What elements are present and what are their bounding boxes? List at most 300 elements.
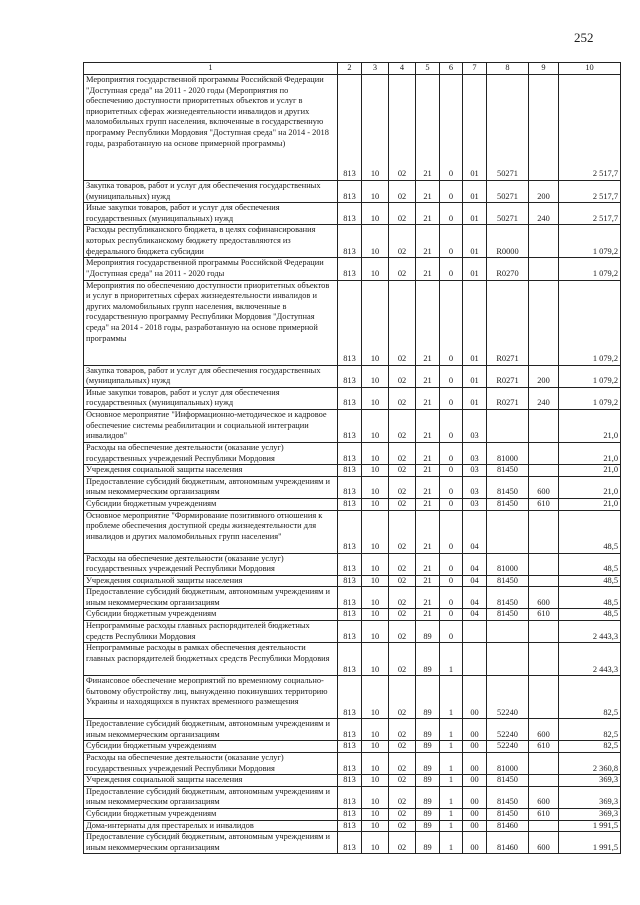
name-cell: Предоставление субсидий бюджетным, автономным учреждениям и иным некоммерческим организациям (84, 719, 338, 741)
name-cell: Субсидии бюджетным учреждениям (84, 809, 338, 821)
subprogram-cell: 1 (440, 786, 463, 808)
program-cell: 89 (416, 621, 440, 643)
activity-cell: 00 (463, 676, 487, 719)
activity-cell: 00 (463, 719, 487, 741)
table-row (84, 553, 621, 575)
amount-cell: 2 517,7 (559, 181, 621, 203)
table-row (84, 643, 621, 676)
name-cell: Основное мероприятие "Формирование позитивного отношения к проблеме обеспечения доступной среды жизнедеятельности для инвалидов и других маломобильных групп населения" (84, 510, 338, 553)
program-cell: 21 (416, 587, 440, 609)
name-cell: Расходы на обеспечение деятельности (оказание услуг) государственных учреждений Республики Мордовия (84, 753, 338, 775)
admin-code-cell: 813 (338, 575, 362, 587)
amount-cell: 82,5 (559, 741, 621, 753)
direction-cell: 81000 (487, 753, 529, 775)
expense-type-cell (529, 575, 559, 587)
amount-cell: 82,5 (559, 719, 621, 741)
amount-cell: 48,5 (559, 510, 621, 553)
header-cell: 7 (463, 63, 487, 75)
activity-cell: 01 (463, 280, 487, 365)
admin-code-cell: 813 (338, 510, 362, 553)
direction-cell (487, 621, 529, 643)
section-cell: 10 (362, 225, 389, 258)
expense-type-cell (529, 465, 559, 477)
direction-cell: 81460 (487, 820, 529, 832)
amount-cell: 1 991,5 (559, 820, 621, 832)
table-row (84, 575, 621, 587)
section-cell: 10 (362, 498, 389, 510)
subprogram-cell: 0 (440, 280, 463, 365)
program-cell: 21 (416, 387, 440, 409)
direction-cell: 52240 (487, 676, 529, 719)
subsection-cell: 02 (389, 498, 416, 510)
expense-type-cell (529, 621, 559, 643)
table-body (84, 75, 621, 854)
activity-cell: 04 (463, 575, 487, 587)
program-cell: 21 (416, 75, 440, 181)
table-row (84, 75, 621, 181)
header-cell: 9 (529, 63, 559, 75)
subprogram-cell: 0 (440, 442, 463, 464)
direction-cell: 81000 (487, 442, 529, 464)
table-row (84, 203, 621, 225)
direction-cell: R0271 (487, 387, 529, 409)
activity-cell (463, 621, 487, 643)
subsection-cell: 02 (389, 753, 416, 775)
direction-cell: 81450 (487, 609, 529, 621)
section-cell: 10 (362, 510, 389, 553)
program-cell: 21 (416, 203, 440, 225)
table-row (84, 676, 621, 719)
subsection-cell: 02 (389, 786, 416, 808)
expense-type-cell (529, 676, 559, 719)
subprogram-cell: 0 (440, 587, 463, 609)
amount-cell: 2 443,3 (559, 621, 621, 643)
program-cell: 89 (416, 676, 440, 719)
expense-type-cell: 600 (529, 587, 559, 609)
table-row (84, 753, 621, 775)
section-cell: 10 (362, 820, 389, 832)
direction-cell: R0270 (487, 258, 529, 280)
name-cell: Предоставление субсидий бюджетным, автономным учреждениям и иным некоммерческим организациям (84, 786, 338, 808)
activity-cell: 00 (463, 741, 487, 753)
amount-cell: 1 991,5 (559, 832, 621, 854)
program-cell: 89 (416, 832, 440, 854)
subprogram-cell: 0 (440, 575, 463, 587)
table-row (84, 609, 621, 621)
table-row (84, 510, 621, 553)
subprogram-cell: 1 (440, 676, 463, 719)
amount-cell: 21,0 (559, 442, 621, 464)
section-cell: 10 (362, 719, 389, 741)
section-cell: 10 (362, 621, 389, 643)
subprogram-cell: 0 (440, 258, 463, 280)
section-cell: 10 (362, 676, 389, 719)
admin-code-cell: 813 (338, 643, 362, 676)
direction-cell: 50271 (487, 181, 529, 203)
program-cell: 21 (416, 476, 440, 498)
subsection-cell: 02 (389, 832, 416, 854)
expense-type-cell (529, 225, 559, 258)
activity-cell: 04 (463, 553, 487, 575)
amount-cell: 48,5 (559, 553, 621, 575)
activity-cell: 03 (463, 409, 487, 442)
program-cell: 89 (416, 753, 440, 775)
section-cell: 10 (362, 442, 389, 464)
section-cell: 10 (362, 280, 389, 365)
section-cell: 10 (362, 476, 389, 498)
expense-type-cell (529, 409, 559, 442)
name-cell: Субсидии бюджетным учреждениям (84, 498, 338, 510)
amount-cell: 48,5 (559, 587, 621, 609)
admin-code-cell: 813 (338, 786, 362, 808)
name-cell: Дома-интернаты для престарелых и инвалидов (84, 820, 338, 832)
table-row (84, 786, 621, 808)
subprogram-cell: 0 (440, 498, 463, 510)
section-cell: 10 (362, 587, 389, 609)
activity-cell: 01 (463, 258, 487, 280)
section-cell: 10 (362, 609, 389, 621)
amount-cell: 369,3 (559, 809, 621, 821)
table-row (84, 832, 621, 854)
admin-code-cell: 813 (338, 203, 362, 225)
activity-cell: 01 (463, 203, 487, 225)
direction-cell (487, 409, 529, 442)
subprogram-cell: 1 (440, 809, 463, 821)
section-cell: 10 (362, 832, 389, 854)
admin-code-cell: 813 (338, 741, 362, 753)
direction-cell: 81000 (487, 553, 529, 575)
program-cell: 89 (416, 643, 440, 676)
program-cell: 21 (416, 575, 440, 587)
amount-cell: 1 079,2 (559, 225, 621, 258)
program-cell: 89 (416, 809, 440, 821)
direction-cell: 81460 (487, 832, 529, 854)
section-cell: 10 (362, 741, 389, 753)
activity-cell: 00 (463, 809, 487, 821)
admin-code-cell: 813 (338, 753, 362, 775)
section-cell: 10 (362, 387, 389, 409)
activity-cell: 00 (463, 775, 487, 787)
subsection-cell: 02 (389, 621, 416, 643)
activity-cell: 01 (463, 225, 487, 258)
admin-code-cell: 813 (338, 476, 362, 498)
direction-cell: 81450 (487, 465, 529, 477)
amount-cell: 1 079,2 (559, 365, 621, 387)
admin-code-cell: 813 (338, 365, 362, 387)
activity-cell (463, 643, 487, 676)
program-cell: 21 (416, 553, 440, 575)
table-row (84, 719, 621, 741)
admin-code-cell: 813 (338, 225, 362, 258)
name-cell: Основное мероприятие "Информационно-методическое и кадровое обеспечение системы реабилитации и социальной интеграции инвалидов" (84, 409, 338, 442)
direction-cell: 52240 (487, 719, 529, 741)
amount-cell: 21,0 (559, 476, 621, 498)
subprogram-cell: 1 (440, 719, 463, 741)
expense-type-cell (529, 510, 559, 553)
amount-cell: 1 079,2 (559, 258, 621, 280)
admin-code-cell: 813 (338, 719, 362, 741)
subprogram-cell: 0 (440, 465, 463, 477)
admin-code-cell: 813 (338, 553, 362, 575)
amount-cell: 2 517,7 (559, 75, 621, 181)
subsection-cell: 02 (389, 203, 416, 225)
section-cell: 10 (362, 465, 389, 477)
header-cell: 2 (338, 63, 362, 75)
subprogram-cell: 1 (440, 832, 463, 854)
subprogram-cell: 1 (440, 753, 463, 775)
subprogram-cell: 0 (440, 476, 463, 498)
section-cell: 10 (362, 258, 389, 280)
subsection-cell: 02 (389, 181, 416, 203)
section-cell: 10 (362, 643, 389, 676)
admin-code-cell: 813 (338, 498, 362, 510)
expense-type-cell (529, 775, 559, 787)
amount-cell: 21,0 (559, 465, 621, 477)
table-row (84, 498, 621, 510)
header-cell: 5 (416, 63, 440, 75)
name-cell: Субсидии бюджетным учреждениям (84, 609, 338, 621)
amount-cell: 1 079,2 (559, 280, 621, 365)
amount-cell: 2 517,7 (559, 203, 621, 225)
name-cell: Расходы на обеспечение деятельности (оказание услуг) государственных учреждений Республики Мордовия (84, 442, 338, 464)
amount-cell: 21,0 (559, 498, 621, 510)
subprogram-cell: 0 (440, 621, 463, 643)
program-cell: 89 (416, 786, 440, 808)
name-cell: Финансовое обеспечение мероприятий по временному социально-бытовому обустройству лиц, вынужденно покинувших территорию Украины и находящихся в пунктах временного размещения (84, 676, 338, 719)
expense-type-cell (529, 643, 559, 676)
admin-code-cell: 813 (338, 75, 362, 181)
name-cell: Субсидии бюджетным учреждениям (84, 741, 338, 753)
program-cell: 89 (416, 775, 440, 787)
activity-cell: 03 (463, 498, 487, 510)
table-row (84, 387, 621, 409)
section-cell: 10 (362, 786, 389, 808)
program-cell: 21 (416, 365, 440, 387)
subsection-cell: 02 (389, 775, 416, 787)
table-row (84, 280, 621, 365)
direction-cell: 81450 (487, 587, 529, 609)
program-cell: 21 (416, 510, 440, 553)
budget-table (83, 62, 621, 854)
header-cell: 10 (559, 63, 621, 75)
program-cell: 21 (416, 465, 440, 477)
header-cell: 1 (84, 63, 338, 75)
direction-cell: 81450 (487, 575, 529, 587)
activity-cell: 01 (463, 75, 487, 181)
amount-cell: 2 443,3 (559, 643, 621, 676)
subsection-cell: 02 (389, 258, 416, 280)
subprogram-cell: 1 (440, 820, 463, 832)
subsection-cell: 02 (389, 719, 416, 741)
subprogram-cell: 1 (440, 775, 463, 787)
expense-type-cell: 610 (529, 609, 559, 621)
section-cell: 10 (362, 575, 389, 587)
activity-cell: 00 (463, 832, 487, 854)
table-row (84, 820, 621, 832)
section-cell: 10 (362, 553, 389, 575)
direction-cell: 50271 (487, 203, 529, 225)
direction-cell: 50271 (487, 75, 529, 181)
expense-type-cell: 200 (529, 365, 559, 387)
subsection-cell: 02 (389, 575, 416, 587)
subsection-cell: 02 (389, 225, 416, 258)
name-cell: Непрограммные расходы главных распорядителей бюджетных средств Республики Мордовия (84, 621, 338, 643)
table-row (84, 741, 621, 753)
admin-code-cell: 813 (338, 676, 362, 719)
subprogram-cell: 0 (440, 609, 463, 621)
subsection-cell: 02 (389, 365, 416, 387)
subprogram-cell: 0 (440, 553, 463, 575)
table-row (84, 809, 621, 821)
subprogram-cell: 1 (440, 741, 463, 753)
expense-type-cell (529, 280, 559, 365)
header-cell: 6 (440, 63, 463, 75)
admin-code-cell: 813 (338, 587, 362, 609)
name-cell: Мероприятия государственной программы Российской Федерации "Доступная среда" на 2011 - 2020 годы (84, 258, 338, 280)
program-cell: 21 (416, 409, 440, 442)
expense-type-cell: 600 (529, 786, 559, 808)
name-cell: Учреждения социальной защиты населения (84, 575, 338, 587)
direction-cell (487, 510, 529, 553)
header-cell: 4 (389, 63, 416, 75)
program-cell: 89 (416, 719, 440, 741)
amount-cell: 1 079,2 (559, 387, 621, 409)
direction-cell: R0271 (487, 365, 529, 387)
name-cell: Закупка товаров, работ и услуг для обеспечения государственных (муниципальных) нужд (84, 365, 338, 387)
table-row (84, 409, 621, 442)
subsection-cell: 02 (389, 476, 416, 498)
table-row (84, 775, 621, 787)
admin-code-cell: 813 (338, 621, 362, 643)
expense-type-cell (529, 258, 559, 280)
name-cell: Предоставление субсидий бюджетным, автономным учреждениям и иным некоммерческим организациям (84, 587, 338, 609)
expense-type-cell (529, 753, 559, 775)
expense-type-cell: 240 (529, 203, 559, 225)
expense-type-cell: 610 (529, 498, 559, 510)
expense-type-cell: 600 (529, 476, 559, 498)
subsection-cell: 02 (389, 820, 416, 832)
subprogram-cell: 0 (440, 409, 463, 442)
expense-type-cell: 240 (529, 387, 559, 409)
subsection-cell: 02 (389, 280, 416, 365)
header-cell: 8 (487, 63, 529, 75)
admin-code-cell: 813 (338, 820, 362, 832)
table-row (84, 621, 621, 643)
direction-cell: 81450 (487, 498, 529, 510)
admin-code-cell: 813 (338, 609, 362, 621)
table-row (84, 181, 621, 203)
direction-cell: R0271 (487, 280, 529, 365)
subsection-cell: 02 (389, 676, 416, 719)
subprogram-cell: 0 (440, 75, 463, 181)
amount-cell: 82,5 (559, 676, 621, 719)
expense-type-cell (529, 442, 559, 464)
program-cell: 21 (416, 498, 440, 510)
direction-cell (487, 643, 529, 676)
activity-cell: 03 (463, 476, 487, 498)
table-row (84, 225, 621, 258)
subprogram-cell: 0 (440, 225, 463, 258)
subsection-cell: 02 (389, 465, 416, 477)
direction-cell: R0000 (487, 225, 529, 258)
amount-cell: 2 360,8 (559, 753, 621, 775)
amount-cell: 369,3 (559, 775, 621, 787)
expense-type-cell: 600 (529, 719, 559, 741)
direction-cell: 81450 (487, 775, 529, 787)
subsection-cell: 02 (389, 553, 416, 575)
program-cell: 21 (416, 442, 440, 464)
table-row (84, 476, 621, 498)
name-cell: Мероприятия государственной программы Российской Федерации "Доступная среда" на 2011 - 2020 годы (Мероприятия по обеспечению доступности приоритетных объектов и услуг в приоритетных сферах жизнедеятельности инвалидов и других маломобильных групп населения, включенные в государственную программу Республики Мордовия "Доступная среда" на 2014 - 2018 годы, разработанную на основе примерной программы) (84, 75, 338, 181)
admin-code-cell: 813 (338, 442, 362, 464)
table-row (84, 258, 621, 280)
admin-code-cell: 813 (338, 280, 362, 365)
activity-cell: 01 (463, 365, 487, 387)
subprogram-cell: 1 (440, 643, 463, 676)
section-cell: 10 (362, 409, 389, 442)
activity-cell: 04 (463, 609, 487, 621)
name-cell: Учреждения социальной защиты населения (84, 465, 338, 477)
expense-type-cell (529, 553, 559, 575)
name-cell: Расходы республиканского бюджета, в целях софинансирования которых республиканскому бюджету предоставляются из федерального бюджета субсидии (84, 225, 338, 258)
program-cell: 21 (416, 258, 440, 280)
table-row (84, 587, 621, 609)
section-cell: 10 (362, 775, 389, 787)
admin-code-cell: 813 (338, 832, 362, 854)
subprogram-cell: 0 (440, 181, 463, 203)
activity-cell: 03 (463, 465, 487, 477)
activity-cell: 00 (463, 786, 487, 808)
admin-code-cell: 813 (338, 465, 362, 477)
program-cell: 21 (416, 280, 440, 365)
program-cell: 89 (416, 820, 440, 832)
subprogram-cell: 0 (440, 510, 463, 553)
name-cell: Учреждения социальной защиты населения (84, 775, 338, 787)
program-cell: 21 (416, 609, 440, 621)
table-row (84, 465, 621, 477)
subprogram-cell: 0 (440, 203, 463, 225)
program-cell: 89 (416, 741, 440, 753)
expense-type-cell (529, 75, 559, 181)
activity-cell: 01 (463, 387, 487, 409)
subprogram-cell: 0 (440, 365, 463, 387)
program-cell: 21 (416, 181, 440, 203)
subsection-cell: 02 (389, 510, 416, 553)
section-cell: 10 (362, 75, 389, 181)
name-cell: Иные закупки товаров, работ и услуг для обеспечения государственных (муниципальных) нужд (84, 387, 338, 409)
name-cell: Непрограммные расходы в рамках обеспечения деятельности главных распорядителей бюджетных средств Республики Мордовия (84, 643, 338, 676)
section-cell: 10 (362, 365, 389, 387)
expense-type-cell: 600 (529, 832, 559, 854)
subsection-cell: 02 (389, 442, 416, 464)
section-cell: 10 (362, 753, 389, 775)
subsection-cell: 02 (389, 409, 416, 442)
program-cell: 21 (416, 225, 440, 258)
section-cell: 10 (362, 203, 389, 225)
table-header-row (84, 63, 621, 75)
subsection-cell: 02 (389, 75, 416, 181)
activity-cell: 00 (463, 820, 487, 832)
subsection-cell: 02 (389, 643, 416, 676)
expense-type-cell (529, 820, 559, 832)
name-cell: Расходы на обеспечение деятельности (оказание услуг) государственных учреждений Республики Мордовия (84, 553, 338, 575)
expense-type-cell: 200 (529, 181, 559, 203)
section-cell: 10 (362, 809, 389, 821)
subprogram-cell: 0 (440, 387, 463, 409)
name-cell: Предоставление субсидий бюджетным, автономным учреждениям и иным некоммерческим организациям (84, 476, 338, 498)
subsection-cell: 02 (389, 587, 416, 609)
admin-code-cell: 813 (338, 409, 362, 442)
